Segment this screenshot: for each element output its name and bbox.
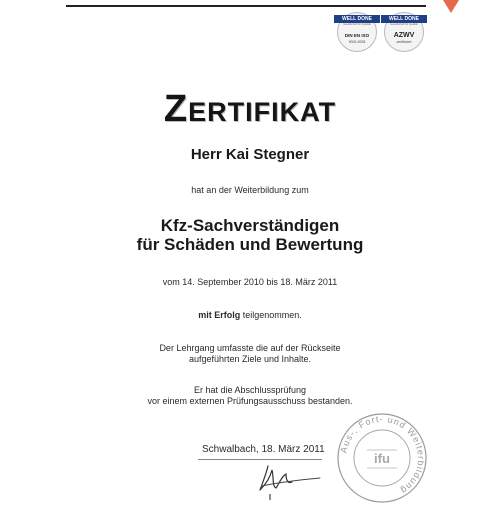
badge-detail: 9001:2008 [348, 40, 366, 44]
top-border-line [66, 5, 426, 7]
success-emphasis: mit Erfolg [198, 310, 241, 320]
exam-text [0, 385, 500, 407]
course-title [0, 216, 500, 254]
badge-header: WELL DONE [334, 15, 380, 23]
text-line: vor einem externen Prüfungsausschuss bestanden. [147, 396, 353, 406]
course-title-line: Kfz-Sachverständigen [160, 216, 340, 235]
badge-header: WELL DONE [381, 15, 427, 23]
stamp-ring-text: Aus-, Fort- und Weiterbildung [338, 413, 427, 497]
badge-subheader: Gesellschaft für Qualität [390, 23, 418, 26]
title-initial: Z [163, 88, 189, 130]
text-line: Er hat die Abschlussprüfung [193, 385, 307, 395]
certificate-title [0, 88, 500, 131]
text-line: aufgeführten Ziele und Inhalte. [188, 354, 312, 364]
badge-main: DIN EN ISO [344, 33, 370, 38]
badge-main: AZWV [393, 32, 415, 39]
course-period: vom 14. September 2010 bis 18. März 2011 [162, 277, 338, 287]
title-rest: ERTIFIKAT [188, 97, 337, 127]
corner-mark-icon [440, 0, 462, 14]
certification-badge-azwv [380, 12, 428, 56]
certification-badge-iso [333, 12, 381, 56]
intro-text: hat an der Weiterbildung zum [191, 185, 309, 195]
success-text: teilgenommen. [242, 310, 302, 320]
place-date: Schwalbach, 18. März 2011 [202, 444, 325, 455]
handwritten-signature-icon [250, 458, 330, 500]
badge-detail: zertifiziert [396, 40, 412, 44]
badge-seal [384, 12, 424, 52]
badge-subheader: Gesellschaft für Qualität [343, 23, 371, 26]
badge-seal [337, 12, 377, 52]
institution-stamp-icon [334, 410, 430, 506]
recipient-name: Herr Kai Stegner [190, 146, 310, 163]
course-content-text [0, 343, 500, 365]
text-line: Der Lehrgang umfasste die auf der Rückseite [159, 343, 341, 353]
success-statement [0, 310, 500, 320]
course-title-line: für Schäden und Bewertung [136, 235, 364, 254]
stamp-center-text: ifu [374, 451, 390, 466]
